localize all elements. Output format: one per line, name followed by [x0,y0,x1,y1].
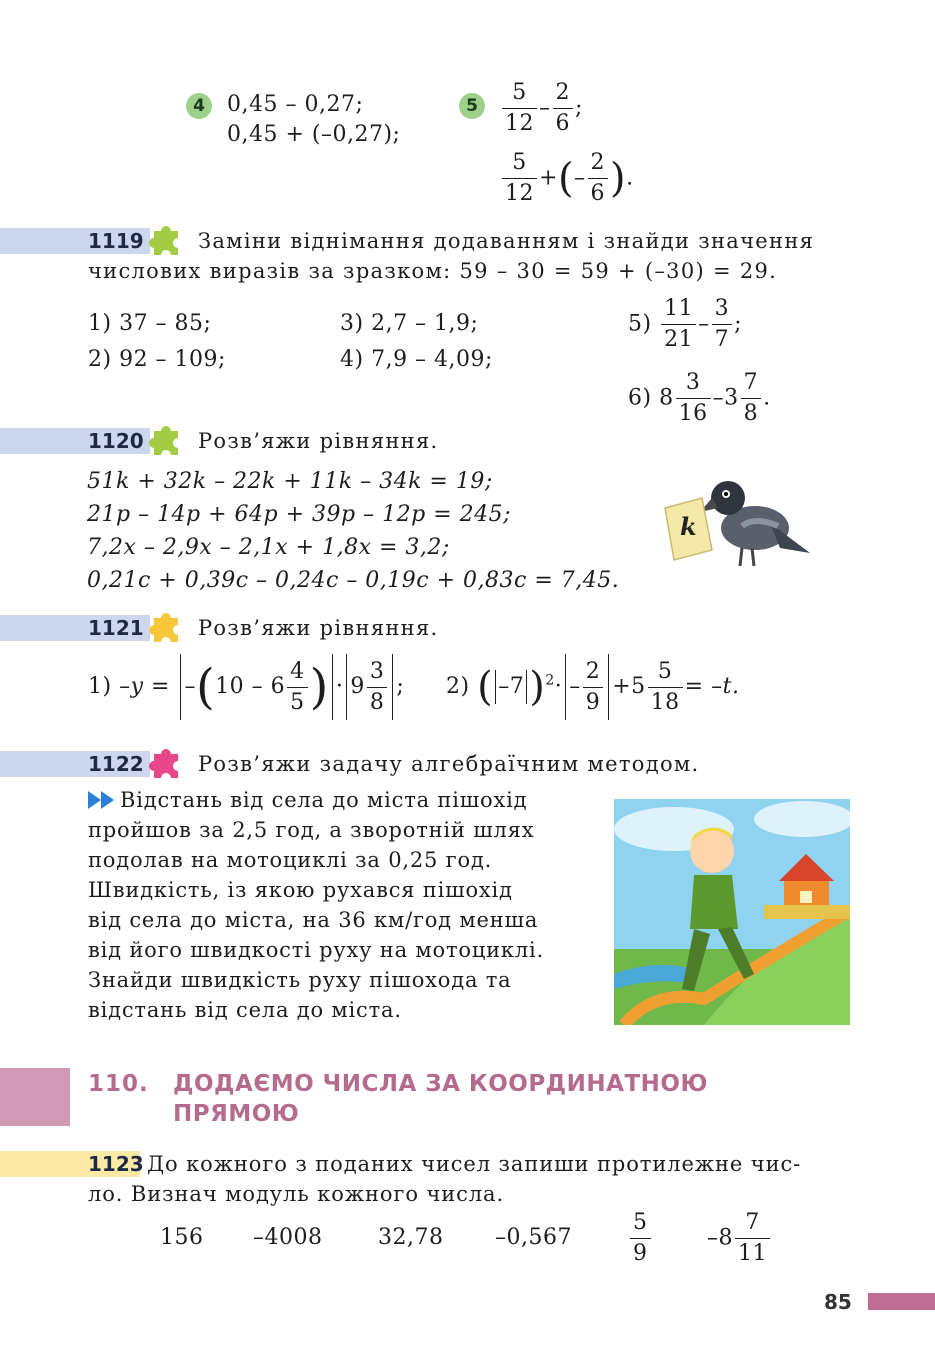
number-5-9 [628,1208,653,1269]
fraction: $\frac{5}{9}$ [630,1208,651,1269]
exercise-4-line1: 0,45 – 0,27; [227,92,364,117]
exercise-1119-item-5: 5) $\frac{11}{21}$ – $\frac{3}{7}$ ; [628,294,742,355]
exercise-1119-item-6: 6) 8 $\frac{3}{16}$ –3 $\frac{7}{8}$ . [628,368,771,429]
problem-line: відстань від села до міста. [88,998,402,1022]
number-156: 156 [160,1225,204,1250]
exercise-5-badge: 5 [459,93,485,119]
exercise-number-1123: 1123 [88,1152,144,1176]
fraction: $\frac{7}{11}$ [735,1208,770,1269]
number-32-78: 32,78 [378,1225,444,1250]
exercise-4-line2: 0,45 + (–0,27); [227,122,401,147]
boy-walking-illustration [614,799,850,1025]
puzzle-green-icon [148,222,184,258]
exercise-1119-item-4: 4) 7,9 – 4,09; [340,347,493,372]
exercise-1119-task-line1: Заміни віднімання додаванням і знайди значення [198,229,815,253]
exercise-1120-eq3: 7,2x – 2,9x – 2,1x + 1,8x = 3,2; [87,535,450,560]
section-title-line2: ПРЯМОЮ [173,1101,300,1127]
exercise-1121-eq1: 1) –y = –(10 – 6 $\frac{4}{5}$ ) · 9 $\frac{3}{8}$ ; [88,654,404,720]
puzzle-green-icon [148,422,184,458]
exercise-1120-eq2: 21p – 14p + 64p + 39p – 12p = 245; [87,502,512,527]
exercise-5-expr2: $\frac{5}{12}$ +(– $\frac{2}{6}$ ). [500,148,634,209]
fraction: $\frac{5}{12}$ [502,148,537,209]
number-neg-8-7-11: –8 $\frac{7}{11}$ [707,1208,772,1269]
fraction: $\frac{7}{8}$ [741,368,762,429]
exercise-number-1121: 1121 [88,616,144,640]
exercise-number-1120: 1120 [88,429,144,453]
problem-line: Відстань від села до міста пішохід [120,788,528,812]
fraction: $\frac{5}{18}$ [648,657,683,718]
exercise-1120-eq4: 0,21c + 0,39c – 0,24c – 0,19c + 0,83c = 7,45. [87,568,620,593]
exercise-number-1119: 1119 [88,229,144,253]
fraction: $\frac{2}{6}$ [588,148,609,209]
puzzle-yellow-icon [148,609,184,645]
problem-line: від села до міста, на 36 км/год менша [88,908,539,932]
problem-line: від його швидкості руху на мотоциклі. [88,938,544,962]
exercise-1119-item-3: 3) 2,7 – 1,9; [340,311,479,336]
exercise-1119-item-1: 1) 37 – 85; [88,311,212,336]
section-color-block [0,1068,70,1126]
number-neg-0-567: –0,567 [495,1225,572,1250]
problem-line: Швидкість, із якою рухався пішохід [88,878,513,902]
card-letter: k [680,512,697,541]
exercise-1119-task-line2: числових виразів за зразком: 59 – 30 = 59 + (–30) = 29. [88,259,778,283]
number-neg-4008: –4008 [253,1225,323,1250]
exercise-1119-item-2: 2) 92 – 109; [88,347,226,372]
section-number: 110. [88,1071,149,1097]
exercise-1122-problem [88,785,584,1025]
exercise-number-1122: 1122 [88,752,144,776]
exercise-1122-task: Розв’яжи задачу алгебраїчним методом. [198,752,700,776]
exercise-1120-task: Розв’яжи рівняння. [198,429,439,453]
puzzle-pink-icon [148,745,184,781]
fraction: $\frac{3}{7}$ [712,294,733,355]
problem-line: пройшов за 2,5 год, а зворотній шлях [88,818,535,842]
page-number: 85 [824,1290,852,1314]
exercise-1121-task: Розв’яжи рівняння. [198,616,439,640]
fraction: $\frac{2}{9}$ [583,657,604,718]
problem-line: Знайди швидкість руху пішохода та [88,968,512,992]
fraction: $\frac{5}{12}$ [502,78,537,139]
exercise-1123-task-line2: ло. Визнач модуль кожного числа. [88,1182,505,1206]
page-number-bar [868,1293,935,1310]
section-title-line1: ДОДАЄМО ЧИСЛА ЗА КООРДИНАТНОЮ [173,1071,708,1097]
problem-line: подолав на мотоциклі за 0,25 год. [88,848,493,872]
exercise-1121-eq2: 2) ( –7 )$^2$· – $\frac{2}{9}$ +5 $\frac{5}{18}$ = –t. [446,654,739,720]
fraction: $\frac{4}{5}$ [287,657,308,718]
exercise-4-badge: 4 [186,93,212,119]
exercise-1123-task-line1: До кожного з поданих чисел запиши протилежне чис- [147,1152,802,1176]
fraction: $\frac{2}{6}$ [553,78,574,139]
exercise-1120-eq1: 51k + 32k – 22k + 11k – 34k = 19; [87,469,493,494]
exercise-5-expr1: $\frac{5}{12}$ – $\frac{2}{6}$ ; [500,78,583,139]
fraction: $\frac{3}{8}$ [367,657,388,718]
fraction: $\frac{11}{21}$ [661,294,696,355]
fraction: $\frac{3}{16}$ [676,368,711,429]
